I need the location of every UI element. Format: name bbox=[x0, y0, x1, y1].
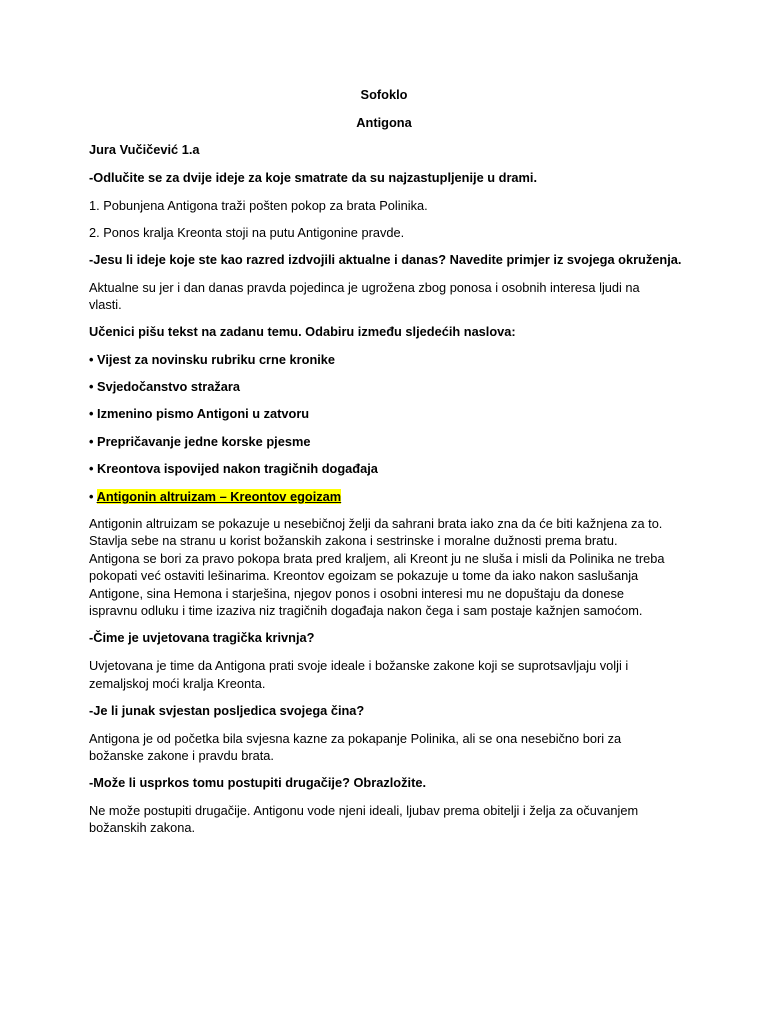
title-option-5: • Kreontova ispovijed nakon tragičnih događaja bbox=[89, 461, 378, 476]
question-5: -Može li usprkos tomu postupiti drugačije? Obrazložite. bbox=[89, 775, 427, 790]
title-option-2: • Svjedočanstvo stražara bbox=[89, 379, 241, 394]
answer-5-line-1: Ne može postupiti drugačije. Antigonu vode njeni ideali, ljubav prema obitelji i želja za očuvanjem bbox=[89, 803, 639, 818]
essay-line-5: Antigone, sina Hemona i starješina, njegov ponos i osobni interesi mu ne dopuštaju da donese bbox=[89, 586, 624, 601]
essay-line-1: Antigonin altruizam se pokazuje u nesebičnoj želji da sahrani brata iako zna da će biti kažnjena za to. bbox=[89, 516, 663, 531]
highlighted-title: Antigonin altruizam – Kreontov egoizam bbox=[96, 489, 342, 504]
author-heading: Sofoklo bbox=[360, 87, 408, 102]
title-heading: Antigona bbox=[356, 115, 412, 130]
question-1: -Odlučite se za dvije ideje za koje smatrate da su najzastupljenije u drami. bbox=[89, 170, 538, 185]
answer-3-line-1: Uvjetovana je time da Antigona prati svoje ideale i božanske zakone koji se suprotsavljaju volji i bbox=[89, 658, 629, 673]
idea-2: 2. Ponos kralja Kreonta stoji na putu Antigonine pravde. bbox=[89, 225, 405, 240]
essay-line-4: pokopati već ostaviti lešinarima. Kreontov egoizam se pokazuje u tome da iako nakon saslušanja bbox=[89, 568, 639, 583]
title-option-3: • Izmenino pismo Antigoni u zatvoru bbox=[89, 406, 310, 421]
answer-4-line-1: Antigona je od početka bila svjesna kazne za pokapanje Polinika, ali se ona nesebično bori za bbox=[89, 731, 622, 746]
answer-5-line-2: božanskih zakona. bbox=[89, 820, 195, 835]
task-instruction: Učenici pišu tekst na zadanu temu. Odabiru između sljedećih naslova: bbox=[89, 324, 516, 339]
question-4: -Je li junak svjestan posljedica svojega čina? bbox=[89, 703, 365, 718]
answer-2-line-2: vlasti. bbox=[89, 297, 122, 312]
title-option-chosen bbox=[89, 488, 341, 505]
essay-line-2: Stavlja sebe na stranu u korist božanskih zakona i sestrinske i moralne dužnosti prema bratu. bbox=[89, 533, 618, 548]
question-2: -Jesu li ideje koje ste kao razred izdvojili aktualne i danas? Navedite primjer iz svojega okruženja. bbox=[89, 252, 682, 267]
essay-line-6: ispravnu odluku i time izaziva niz tragičnih događaja nakon čega i sam postaje kažnjen samoćom. bbox=[89, 603, 643, 618]
question-3: -Čime je uvjetovana tragička krivnja? bbox=[89, 630, 315, 645]
idea-1: 1. Pobunjena Antigona traži pošten pokop za brata Polinika. bbox=[89, 198, 428, 213]
title-option-1: • Vijest za novinsku rubriku crne kronike bbox=[89, 352, 336, 367]
answer-2-line-1: Aktualne su jer i dan danas pravda pojedinca je ugrožena zbog ponosa i osobnih interesa ljudi na bbox=[89, 280, 640, 295]
essay-line-3: Antigona se bori za pravo pokopa brata pred kraljem, ali Kreont ju ne sluša i misli da Polinika ne treba bbox=[89, 551, 665, 566]
answer-4-line-2: božanske zakone i pravdu brata. bbox=[89, 748, 274, 763]
chosen-bullet: • bbox=[89, 489, 94, 504]
title-option-4: • Prepričavanje jedne korske pjesme bbox=[89, 434, 311, 449]
student-name: Jura Vučičević 1.a bbox=[89, 142, 200, 157]
answer-3-line-2: zemaljskoj moći kralja Kreonta. bbox=[89, 676, 266, 691]
